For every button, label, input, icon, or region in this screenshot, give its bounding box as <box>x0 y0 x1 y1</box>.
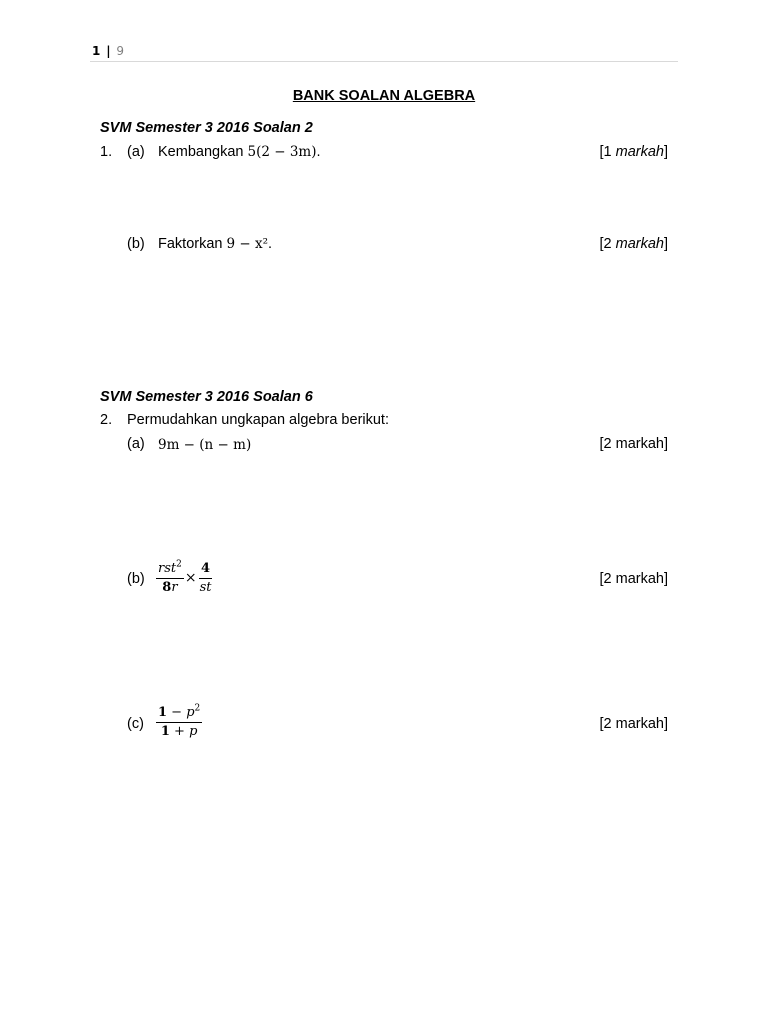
section-heading-1: SVM Semester 3 2016 Soalan 2 <box>100 120 313 136</box>
marks-1b: [2 markah] <box>599 236 668 252</box>
page-title: BANK SOALAN ALGEBRA <box>292 88 476 104</box>
question-1a-expression: 5(2 − 3m) <box>247 144 317 160</box>
current-page-number: 1 <box>92 44 101 58</box>
part-label-2a: (a) <box>127 436 145 452</box>
question-2c-expression <box>156 705 202 739</box>
fraction-rst2-over-8r: $\frac{rst^2}{8r}$ <box>158 559 182 595</box>
question-number-1: 1. <box>100 144 113 160</box>
section-heading-2: SVM Semester 3 2016 Soalan 6 <box>100 389 313 405</box>
question-1b-expression: 9 − x² <box>226 236 269 252</box>
question-1b: Faktorkan 9 − x². <box>158 236 273 252</box>
total-pages-number: 9 <box>116 44 125 58</box>
fraction-1-minus-p2-over-1-plus-p: $\frac{1 - p^2}{1 + p}$ <box>158 703 201 739</box>
header-divider <box>90 61 678 62</box>
marks-2a: [2 markah] <box>599 436 668 452</box>
question-1a-text: Kembangkan <box>158 144 244 160</box>
page-number <box>92 44 124 58</box>
question-2b-expression: $\frac{rst^2}{8r}$ × $\frac{4}{st}$ <box>158 559 212 595</box>
part-label-1a: (a) <box>127 144 145 160</box>
part-label-2c: (c) <box>127 716 144 732</box>
part-label-1b: (b) <box>127 236 145 252</box>
part-label-2b: (b) <box>127 571 145 587</box>
page-separator: | <box>106 44 111 58</box>
marks-2b: [2 markah] <box>599 571 668 587</box>
marks-2c: [2 markah] <box>599 716 668 732</box>
question-2-text: Permudahkan ungkapan algebra berikut: <box>127 412 389 428</box>
question-number-2: 2. <box>100 412 113 428</box>
marks-1a: [1 markah] <box>599 144 668 160</box>
question-2a-expression: 9m − (n − m) <box>158 437 252 453</box>
question-1b-text: Faktorkan <box>158 236 223 252</box>
question-1a: Kembangkan 5(2 − 3m). <box>158 144 321 160</box>
fraction-4-over-st: $\frac{4}{st}$ <box>199 561 212 595</box>
